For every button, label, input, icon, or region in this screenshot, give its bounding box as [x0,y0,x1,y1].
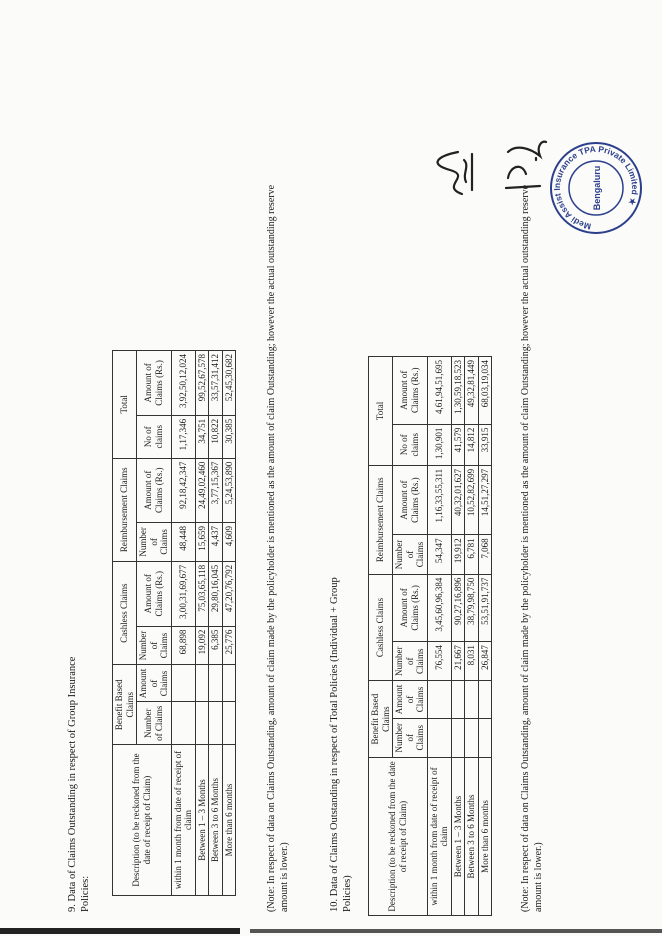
cell: 4,437 [209,522,223,561]
cell: 4,61,94,51,695 [427,357,451,425]
cell [209,702,223,745]
cell: 29,80,16,045 [209,561,223,626]
cell: 52,45,30,682 [222,351,236,416]
row-desc: More than 6 months [222,745,236,896]
cell: 49,32,81,449 [465,357,479,425]
sub-header: Amount of Claims (Rs.) [137,561,172,626]
cell: 99,52,67,578 [195,351,209,416]
section10-note: (Note: In respect of data on Claims Outstanding, amount of claim made by the policyholder is mentioned as the amount of claim Outstanding; however the actual outstanding reserve amount is lower.) [520,184,544,912]
sub-header: Number of Claims [137,522,172,561]
sub-header: Amount of Claims [137,665,172,702]
group-cashless-header: Cashless Claims [113,561,137,665]
cell: 68,03,19,034 [478,357,492,425]
cell: 33,915 [478,424,492,465]
cell: 90,27,16,896 [451,574,465,641]
svg-text:Medi Assist Insurance TPA Priv: Medi Assist Insurance TPA Private Limited ★ [551,143,641,232]
cell [478,718,492,757]
cell [451,681,465,718]
table-row [222,351,236,896]
cell: 21,667 [451,642,465,681]
cell [195,665,209,702]
sub-header: Amount of Claims (Rs.) [137,458,172,522]
sub-header: Number of Claims [137,702,172,745]
cell: 1,17,346 [171,415,195,458]
sub-header: Amount of Claims [393,681,428,718]
cell: 14,812 [465,424,479,465]
table-row [427,357,451,916]
cell: 54,347 [427,535,451,574]
table-row [478,357,492,916]
cell: 1,30,901 [427,424,451,465]
group-benefit-header: Benefit Based Claims [369,681,393,758]
desc-header: Description (to be reckoned from the date of receipt of Claim) [113,745,172,896]
cell [451,718,465,757]
cell: 14,51,27,297 [478,465,492,534]
row-desc: More than 6 months [478,757,492,915]
cell: 38,79,98,750 [465,574,479,641]
cell [171,702,195,745]
group-reimb-header: Reimbursement Claims [369,465,393,574]
cell [171,665,195,702]
cell: 25,776 [222,626,236,665]
cell: 24,49,02,460 [195,458,209,522]
row-desc: within 1 month from date of receipt of claim [427,757,451,915]
group-total-header: Total [113,351,137,459]
cell [465,681,479,718]
cell: 6,781 [465,535,479,574]
row-desc: Between 3 to 6 Months [465,757,479,915]
table-row [465,357,479,916]
cell: 41,579 [451,424,465,465]
group-total-header: Total [369,357,393,466]
cell: 3,45,60,96,384 [427,574,451,641]
table-row [171,351,195,896]
cell: 26,847 [478,642,492,681]
row-desc: Between 3 to 6 Months [209,745,223,896]
row-desc: Between 1 – 3 Months [195,745,209,896]
cell [427,681,451,718]
cell: 34,751 [195,415,209,458]
cell [222,665,236,702]
cell: 47,20,76,792 [222,561,236,626]
section10-heading: 10. Data of Claims Outstanding in respect of Total Policies (Individual + Group Policies) [329,577,353,912]
sub-header: Number of Claims [393,718,428,757]
sub-header: Number of Claims [393,642,428,681]
sub-header: No of claims [137,415,172,458]
row-desc: Between 1 – 3 Months [451,757,465,915]
sub-header: No of claims [393,424,428,465]
cell [465,718,479,757]
sub-header: Amount of Claims (Rs.) [137,351,172,416]
svg-text:Bengaluru: Bengaluru [592,165,602,211]
cell: 3,00,31,69,677 [171,561,195,626]
cell: 76,554 [427,642,451,681]
cell: 33,57,31,412 [209,351,223,416]
cell: 75,03,65,118 [195,561,209,626]
row-desc: within 1 month from date of receipt of claim [171,745,195,896]
sub-header: Amount of Claims (Rs.) [393,465,428,534]
cell: 3,92,50,12,024 [171,351,195,416]
company-stamp [548,140,644,236]
cell [478,681,492,718]
signature-mark [432,144,480,200]
cell: 68,898 [171,626,195,665]
cell: 19,912 [451,535,465,574]
cell: 40,32,01,627 [451,465,465,534]
section10-claims-table [368,356,492,916]
desc-header: Description (to be reckoned from the date of receipt of Claim) [369,757,428,915]
cell: 4,609 [222,522,236,561]
cell: 5,24,53,890 [222,458,236,522]
cell: 10,822 [209,415,223,458]
sub-header: Amount of Claims (Rs.) [393,357,428,425]
sub-header: Amount of Claims (Rs.) [393,574,428,641]
cell: 1,30,59,18,523 [451,357,465,425]
sub-header: Number of Claims [137,626,172,665]
table-row [451,357,465,916]
cell [222,702,236,745]
scan-edge-bar [0,926,662,936]
section9-claims-table [112,350,236,896]
cell [195,702,209,745]
group-cashless-header: Cashless Claims [369,574,393,681]
cell: 15,659 [195,522,209,561]
cell: 53,51,91,737 [478,574,492,641]
cell: 19,092 [195,626,209,665]
initials-mark [496,136,548,196]
cell: 48,448 [171,522,195,561]
table-row [195,351,209,896]
cell: 92,18,42,347 [171,458,195,522]
section9-heading: 9. Data of Claims Outstanding in respect of Group Insurance Policies: [67,656,91,912]
sub-header: Number of Claims [393,535,428,574]
cell: 6,385 [209,626,223,665]
cell: 30,385 [222,415,236,458]
group-benefit-header: Benefit Based Claims [113,665,137,745]
cell: 10,52,82,699 [465,465,479,534]
cell [427,718,451,757]
section9-note: (Note: In respect of data on Claims Outstanding, amount of claim made by the policyholder is mentioned as the amount of claim Outstanding; however the actual outstanding reserve amount is lower.) [266,184,290,912]
group-reimb-header: Reimbursement Claims [113,458,137,561]
cell: 7,068 [478,535,492,574]
cell [209,665,223,702]
cell: 8,031 [465,642,479,681]
cell: 3,77,15,367 [209,458,223,522]
cell: 1,16,33,55,311 [427,465,451,534]
table-row [209,351,223,896]
